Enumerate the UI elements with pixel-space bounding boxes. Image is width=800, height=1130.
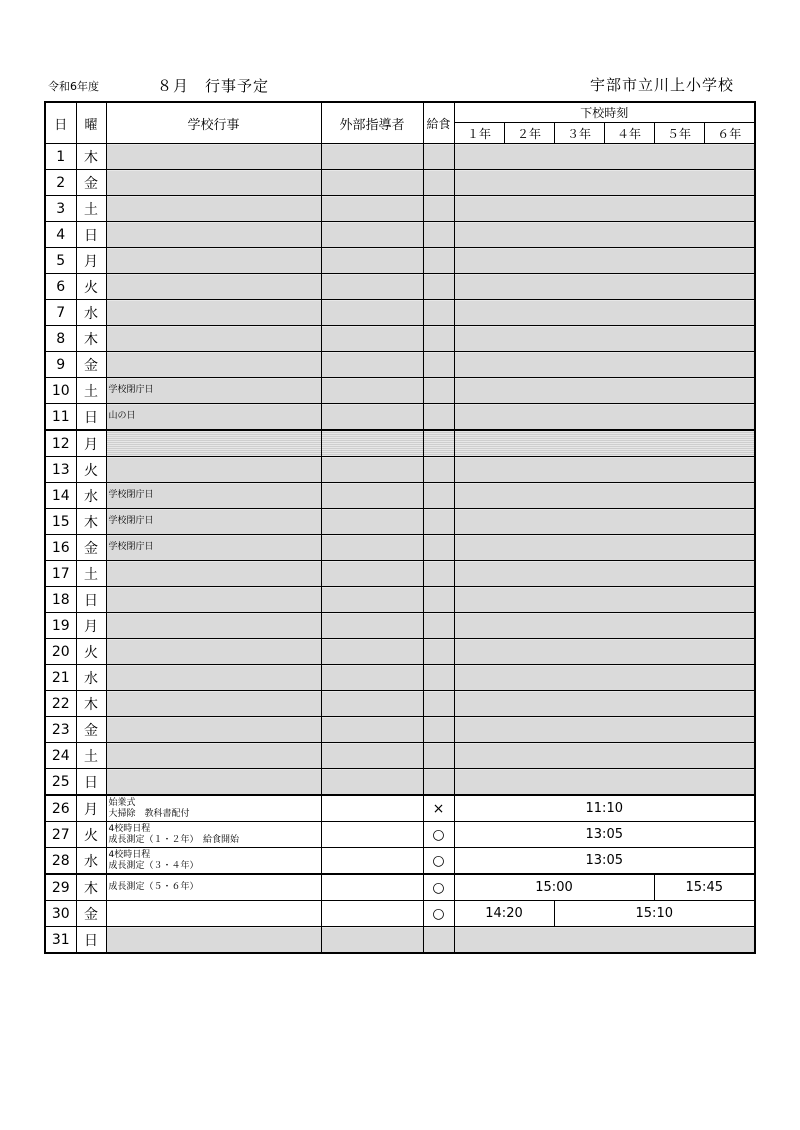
day-cell: 27 xyxy=(45,822,76,848)
event-cell xyxy=(106,795,321,822)
lunch-cell xyxy=(423,483,454,509)
departure-time-cell: 14:20 xyxy=(454,901,554,927)
lunch-cell xyxy=(423,248,454,274)
day-cell: 25 xyxy=(45,769,76,796)
event-line: 学校閉庁日 xyxy=(108,542,154,552)
day-cell: 24 xyxy=(45,743,76,769)
table-row xyxy=(45,795,755,822)
departure-time-cell xyxy=(454,300,755,326)
weekday-cell: 金 xyxy=(76,901,106,927)
departure-time-cell xyxy=(454,222,755,248)
table-row xyxy=(45,509,755,535)
lunch-cell xyxy=(423,300,454,326)
event-cell xyxy=(106,483,321,509)
event-cell xyxy=(106,717,321,743)
event-cell xyxy=(106,274,321,300)
departure-time-cell: 13:05 xyxy=(454,822,755,848)
external-instructor-cell xyxy=(321,196,423,222)
day-cell: 14 xyxy=(45,483,76,509)
event-line: 成長測定（５・６年） xyxy=(108,882,199,892)
external-instructor-cell xyxy=(321,352,423,378)
day-cell: 17 xyxy=(45,561,76,587)
weekday-cell: 水 xyxy=(76,848,106,875)
departure-time-cell xyxy=(454,769,755,796)
external-instructor-cell xyxy=(321,613,423,639)
departure-time-cell xyxy=(454,170,755,196)
departure-time-cell xyxy=(454,535,755,561)
lunch-cell xyxy=(423,535,454,561)
event-cell xyxy=(106,743,321,769)
event-cell xyxy=(106,144,321,170)
event-cell xyxy=(106,769,321,796)
weekday-cell: 木 xyxy=(76,874,106,901)
departure-time-cell xyxy=(454,457,755,483)
day-cell: 9 xyxy=(45,352,76,378)
day-cell: 2 xyxy=(45,170,76,196)
lunch-cell: × xyxy=(423,795,454,822)
day-cell: 8 xyxy=(45,326,76,352)
day-cell: 21 xyxy=(45,665,76,691)
external-instructor-cell xyxy=(321,717,423,743)
weekday-cell: 金 xyxy=(76,352,106,378)
grade-1-header: １年 xyxy=(454,123,504,144)
weekday-cell: 火 xyxy=(76,822,106,848)
day-cell: 30 xyxy=(45,901,76,927)
weekday-cell: 金 xyxy=(76,717,106,743)
weekday-cell: 火 xyxy=(76,457,106,483)
event-cell xyxy=(106,639,321,665)
external-instructor-cell xyxy=(321,691,423,717)
weekday-cell: 日 xyxy=(76,222,106,248)
external-instructor-cell xyxy=(321,665,423,691)
lunch-cell xyxy=(423,222,454,248)
lunch-cell xyxy=(423,561,454,587)
event-line: 成長測定（１・２年） 給食開始 xyxy=(108,834,240,845)
weekday-cell: 月 xyxy=(76,430,106,457)
day-cell: 22 xyxy=(45,691,76,717)
table-row xyxy=(45,430,755,457)
external-instructor-cell xyxy=(321,874,423,901)
external-instructor-cell xyxy=(321,248,423,274)
event-line: 学校閉庁日 xyxy=(108,516,154,526)
external-instructor-cell xyxy=(321,587,423,613)
external-instructor-cell xyxy=(321,509,423,535)
table-row xyxy=(45,378,755,404)
grade-4-header: ４年 xyxy=(604,123,654,144)
weekday-cell: 木 xyxy=(76,144,106,170)
weekday-cell: 日 xyxy=(76,587,106,613)
event-line: 4校時日程 xyxy=(108,823,151,834)
event-cell xyxy=(106,901,321,927)
table-row xyxy=(45,822,755,848)
departure-time-cell xyxy=(454,352,755,378)
weekday-cell: 日 xyxy=(76,927,106,954)
departure-time-cell xyxy=(454,613,755,639)
page-title: ８月 行事予定 xyxy=(157,77,270,95)
weekday-cell: 土 xyxy=(76,196,106,222)
day-cell: 16 xyxy=(45,535,76,561)
event-cell xyxy=(106,665,321,691)
departure-time-cell: 11:10 xyxy=(454,795,755,822)
departure-time-cell: 15:45 xyxy=(654,874,755,901)
table-row xyxy=(45,665,755,691)
external-instructor-cell xyxy=(321,457,423,483)
day-cell: 4 xyxy=(45,222,76,248)
table-row xyxy=(45,457,755,483)
departure-time-cell xyxy=(454,587,755,613)
departure-time-cell xyxy=(454,248,755,274)
event-cell xyxy=(106,587,321,613)
external-instructor-cell xyxy=(321,901,423,927)
event-line: 4校時日程 xyxy=(108,849,151,860)
departure-time-cell xyxy=(454,691,755,717)
lunch-cell xyxy=(423,743,454,769)
table-row xyxy=(45,613,755,639)
external-instructor-cell xyxy=(321,222,423,248)
weekday-header: 曜 xyxy=(76,102,106,144)
day-cell: 20 xyxy=(45,639,76,665)
event-cell xyxy=(106,430,321,457)
lunch-cell xyxy=(423,430,454,457)
table-row xyxy=(45,144,755,170)
table-row xyxy=(45,874,755,901)
lunch-cell xyxy=(423,378,454,404)
table-row xyxy=(45,691,755,717)
departure-time-cell xyxy=(454,665,755,691)
day-cell: 15 xyxy=(45,509,76,535)
table-row xyxy=(45,561,755,587)
weekday-cell: 土 xyxy=(76,561,106,587)
weekday-cell: 水 xyxy=(76,483,106,509)
lunch-cell: ○ xyxy=(423,822,454,848)
lunch-cell: ○ xyxy=(423,848,454,875)
table-row xyxy=(45,587,755,613)
event-cell xyxy=(106,326,321,352)
table-row xyxy=(45,196,755,222)
lunch-cell xyxy=(423,326,454,352)
weekday-cell: 火 xyxy=(76,274,106,300)
event-cell xyxy=(106,300,321,326)
event-cell xyxy=(106,248,321,274)
day-cell: 3 xyxy=(45,196,76,222)
table-row xyxy=(45,352,755,378)
lunch-cell xyxy=(423,665,454,691)
grade-6-header: ６年 xyxy=(704,123,755,144)
event-line: 成長測定（３・４年） xyxy=(108,860,199,871)
table-row xyxy=(45,326,755,352)
day-header: 日 xyxy=(45,102,76,144)
day-cell: 6 xyxy=(45,274,76,300)
external-instructor-cell xyxy=(321,300,423,326)
departure-time-cell xyxy=(454,430,755,457)
table-row xyxy=(45,901,755,927)
event-line: 大掃除 教科書配付 xyxy=(108,808,190,819)
lunch-cell xyxy=(423,587,454,613)
day-cell: 11 xyxy=(45,404,76,431)
event-cell xyxy=(106,404,321,431)
day-cell: 13 xyxy=(45,457,76,483)
external-instructor-cell xyxy=(321,535,423,561)
external-instructor-cell xyxy=(321,326,423,352)
weekday-cell: 木 xyxy=(76,691,106,717)
weekday-cell: 土 xyxy=(76,743,106,769)
weekday-cell: 月 xyxy=(76,795,106,822)
table-row xyxy=(45,535,755,561)
day-cell: 23 xyxy=(45,717,76,743)
grade-2-header: ２年 xyxy=(504,123,554,144)
grade-3-header: ３年 xyxy=(554,123,604,144)
lunch-cell xyxy=(423,927,454,954)
departure-time-cell xyxy=(454,743,755,769)
event-cell xyxy=(106,927,321,954)
school-name: 宇部市立川上小学校 xyxy=(589,76,734,94)
event-cell xyxy=(106,613,321,639)
event-header: 学校行事 xyxy=(106,102,321,144)
table-row xyxy=(45,483,755,509)
table-row xyxy=(45,743,755,769)
departure-time-cell: 15:10 xyxy=(554,901,755,927)
schedule-rows xyxy=(45,144,755,954)
event-cell xyxy=(106,352,321,378)
external-instructor-cell xyxy=(321,274,423,300)
departure-time-cell xyxy=(454,196,755,222)
schedule-table xyxy=(44,101,756,954)
lunch-cell: ○ xyxy=(423,901,454,927)
departure-time-cell xyxy=(454,274,755,300)
table-row xyxy=(45,927,755,954)
lunch-header: 給食 xyxy=(423,102,454,144)
table-row xyxy=(45,170,755,196)
weekday-cell: 金 xyxy=(76,170,106,196)
fiscal-year: 令和6年度 xyxy=(48,80,99,93)
lunch-cell xyxy=(423,144,454,170)
day-cell: 18 xyxy=(45,587,76,613)
departure-time-cell xyxy=(454,144,755,170)
external-instructor-cell xyxy=(321,743,423,769)
lunch-cell xyxy=(423,274,454,300)
departure-time-cell xyxy=(454,483,755,509)
departure-time-cell xyxy=(454,561,755,587)
day-cell: 12 xyxy=(45,430,76,457)
event-line: 山の日 xyxy=(108,411,136,421)
weekday-cell: 水 xyxy=(76,665,106,691)
table-row xyxy=(45,300,755,326)
lunch-cell xyxy=(423,509,454,535)
day-cell: 29 xyxy=(45,874,76,901)
event-line: 学校閉庁日 xyxy=(108,385,154,395)
external-instructor-cell xyxy=(321,404,423,431)
event-cell xyxy=(106,822,321,848)
departure-time-cell: 15:00 xyxy=(454,874,654,901)
table-row xyxy=(45,769,755,796)
external-instructor-cell xyxy=(321,639,423,665)
external-instructor-cell xyxy=(321,561,423,587)
event-cell xyxy=(106,378,321,404)
day-cell: 19 xyxy=(45,613,76,639)
grade-5-header: ５年 xyxy=(654,123,704,144)
event-line: 始業式 xyxy=(108,797,136,808)
table-row xyxy=(45,222,755,248)
lunch-cell xyxy=(423,457,454,483)
event-cell xyxy=(106,691,321,717)
lunch-cell xyxy=(423,613,454,639)
table-row xyxy=(45,717,755,743)
external-instructor-cell xyxy=(321,822,423,848)
table-row xyxy=(45,274,755,300)
weekday-cell: 火 xyxy=(76,639,106,665)
weekday-cell: 金 xyxy=(76,535,106,561)
external-instructor-cell xyxy=(321,769,423,796)
external-instructor-cell xyxy=(321,378,423,404)
table-row xyxy=(45,639,755,665)
event-cell xyxy=(106,509,321,535)
departure-time-cell xyxy=(454,927,755,954)
departure-time-header: 下校時刻 xyxy=(454,102,755,123)
external-instructor-cell xyxy=(321,430,423,457)
weekday-cell: 日 xyxy=(76,404,106,431)
departure-time-cell xyxy=(454,326,755,352)
table-row xyxy=(45,848,755,875)
departure-time-cell xyxy=(454,509,755,535)
weekday-cell: 木 xyxy=(76,326,106,352)
event-cell xyxy=(106,196,321,222)
event-line: 学校閉庁日 xyxy=(108,490,154,500)
external-instructor-cell xyxy=(321,848,423,875)
weekday-cell: 木 xyxy=(76,509,106,535)
event-cell xyxy=(106,848,321,875)
external-instructor-cell xyxy=(321,483,423,509)
event-cell xyxy=(106,170,321,196)
departure-time-cell xyxy=(454,378,755,404)
day-cell: 7 xyxy=(45,300,76,326)
weekday-cell: 月 xyxy=(76,248,106,274)
external-instructor-cell xyxy=(321,927,423,954)
departure-time-cell xyxy=(454,404,755,431)
lunch-cell: ○ xyxy=(423,874,454,901)
event-cell xyxy=(106,457,321,483)
day-cell: 5 xyxy=(45,248,76,274)
departure-time-cell xyxy=(454,639,755,665)
external-instructor-cell xyxy=(321,795,423,822)
lunch-cell xyxy=(423,717,454,743)
event-cell xyxy=(106,561,321,587)
lunch-cell xyxy=(423,404,454,431)
weekday-cell: 水 xyxy=(76,300,106,326)
external-instructor-cell xyxy=(321,170,423,196)
table-row xyxy=(45,248,755,274)
day-cell: 31 xyxy=(45,927,76,954)
day-cell: 26 xyxy=(45,795,76,822)
day-cell: 10 xyxy=(45,378,76,404)
day-cell: 28 xyxy=(45,848,76,875)
table-row xyxy=(45,404,755,431)
lunch-cell xyxy=(423,196,454,222)
lunch-cell xyxy=(423,352,454,378)
lunch-cell xyxy=(423,639,454,665)
day-cell: 1 xyxy=(45,144,76,170)
event-cell xyxy=(106,222,321,248)
weekday-cell: 日 xyxy=(76,769,106,796)
lunch-cell xyxy=(423,691,454,717)
weekday-cell: 土 xyxy=(76,378,106,404)
event-cell xyxy=(106,874,321,901)
weekday-cell: 月 xyxy=(76,613,106,639)
external-instructor-header: 外部指導者 xyxy=(321,102,423,144)
departure-time-cell xyxy=(454,717,755,743)
external-instructor-cell xyxy=(321,144,423,170)
lunch-cell xyxy=(423,170,454,196)
lunch-cell xyxy=(423,769,454,796)
departure-time-cell: 13:05 xyxy=(454,848,755,875)
event-cell xyxy=(106,535,321,561)
